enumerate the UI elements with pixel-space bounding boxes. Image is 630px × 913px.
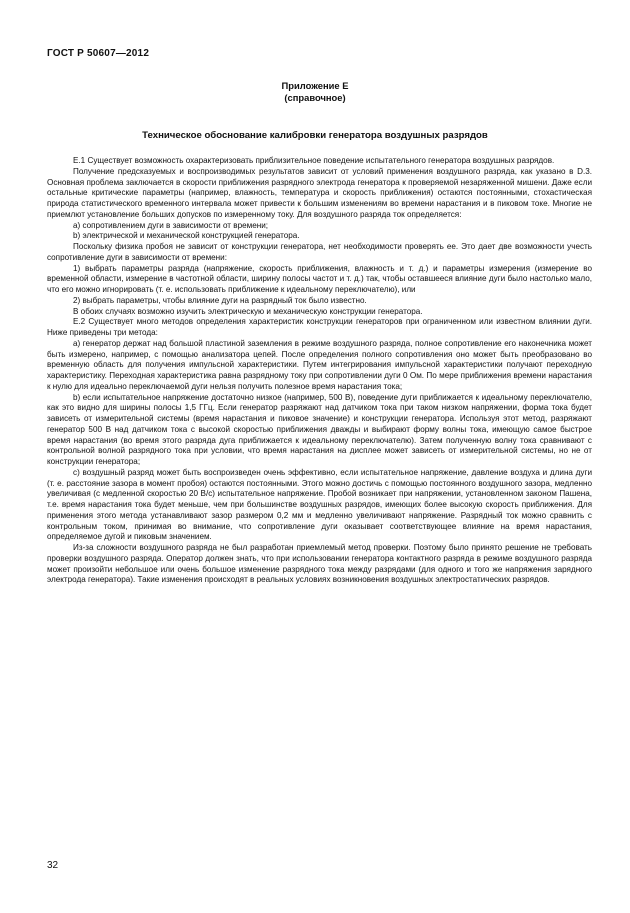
body-text <box>47 156 592 586</box>
annex-title: Приложение Е <box>281 80 349 91</box>
section-title: Техническое обоснование калибровки генератора воздушных разрядов <box>142 130 488 141</box>
paragraph: а) генератор держат над большой пластиной заземления в режиме воздушного разряда, полное сопротивление его наконечника может быть измерено, например, с помощью анализатора цепей. После определения полного сопротивления оно может быть преобразовано во временную область для получения импульсной характеристики. Путем интегрирования импульсной характеристики получают переходную характеристику. Переходная характеристика равна разрядному току при сопротивлении дуги 0 Ом. По мере приближения времени нарастания к нулю для идеально переключаемой дуги нельзя получить полезное время нарастания тока; <box>47 338 592 391</box>
paragraph: с) воздушный разряд может быть воспроизведен очень эффективно, если испытательное напряжение, давление воздуха и длина дуги (т. е. расстояние зазора в момент пробоя) остаются постоянными. Этого можно достичь с помощью постоянного воздушного зазора, медленно увеличивая (с медленной скоростью 20 В/с) испытательное напряжение. Пробой возникает при напряжении, установленном законом Пашена, т.е. время нарастания тока будет меньше, чем при большинстве воздушных разрядов, имеющих более высокую скорость приближения. Для применения этого метода устанавливают зазор размером 0,2 мм и медленно увеличивают напряжение. Разрядный ток можно сравнить с контрольным током, принимая во внимание, что сопротивление дуги оказывает соответствующее влияние на время нарастания, определяемое дугой и пиковым значением. <box>47 467 592 542</box>
paragraph: Е.1 Существует возможность охарактеризовать приблизительное поведение испытательного генератора воздушных разрядов. <box>73 156 555 165</box>
document-header: ГОСТ Р 50607—2012 <box>47 48 150 59</box>
paragraph: Из-за сложности воздушного разряда не был разработан приемлемый метод проверки. Поэтому было принято решение не требовать проверки воздушного разряда. Оператор должен знать, что при использовании генератора контактного разряда в режиме воздушного разряда может произойти небольшое или очень большое изменение разрядного тока между разрядами (для одного и того же напряжения зарядного электрода генератора). Такие изменения происходят в реальных условиях возникновения воздушных электростатических разрядов. <box>47 543 592 585</box>
page-number: 32 <box>47 860 59 871</box>
paragraph: b) электрической и механической конструкцией генератора. <box>73 231 300 241</box>
paragraph: Поскольку физика пробоя не зависит от конструкции генератора, нет необходимости проверять ее. Это дает две возможности учесть сопротивление дуги в зависимости от времени: <box>47 242 592 262</box>
paragraph: Е.2 Существует много методов определения характеристик конструкции генераторов при ограниченном или известном влиянии дуги. Ниже приведены три метода: <box>47 317 592 337</box>
paragraph: В обоих случаях возможно изучить электрическую и механическую конструкции генератора. <box>73 306 423 316</box>
annex-heading <box>0 80 630 104</box>
paragraph: Получение предсказуемых и воспроизводимых результатов зависит от условий применения воздушного разряда, как указано в D.3. Основная проблема заключается в скорости приближения разрядного электрода генератора к проверяемой незаряженной мишени. Даже если остальные критические параметры (например, влажность, температура и скорость приближения) остаются постоянными, стохастическая природа статистического временного интервала может привести к большим изменениям во времени нарастания и в пиковом токе. Многие не приемлют установление больших допусков по измеренному току. Для воздушного разряда ток определяется: <box>47 166 592 219</box>
annex-subtitle: (справочное) <box>284 92 346 103</box>
paragraph: b) если испытательное напряжение достаточно низкое (например, 500 В), поведение дуги приближается к идеальному переключателю, как это видно для ширины полосы 1,5 ГГц. Если генератор разряжают над датчиком тока при таком низком напряжении, форма тока будет зависеть от измерительной системы (время нарастания и пиковое значение) и конструкции генератора. Используя этот метод, разряжают генератор 500 В над датчиком тока с высокой скоростью приближения дважды и выбирают форму волны тока, имеющую самое быстрое время нарастания (во время этого разряда дуга приближается к идеальному переключателю). Затем полученную волну тока сравнивают с контрольной волной разрядного тока при условии, что время нарастания на дисплее может зависеть от измерительной системы, но не от конструкции генератора; <box>47 392 592 466</box>
paragraph: 1) выбрать параметры разряда (напряжение, скорость приближения, влажность и т. д.) и параметры измерения (измерение во временной области, измерение в частотной области, ширину полосы частот и т. д.) так, чтобы оставшееся влияние дуги было настолько мало, что его можно игнорировать (т. е. использовать приближение к идеальному переключателю), или <box>47 263 592 294</box>
paragraph: а) сопротивлением дуги в зависимости от времени; <box>73 220 269 230</box>
paragraph: 2) выбрать параметры, чтобы влияние дуги на разрядный ток было известно. <box>73 295 367 305</box>
